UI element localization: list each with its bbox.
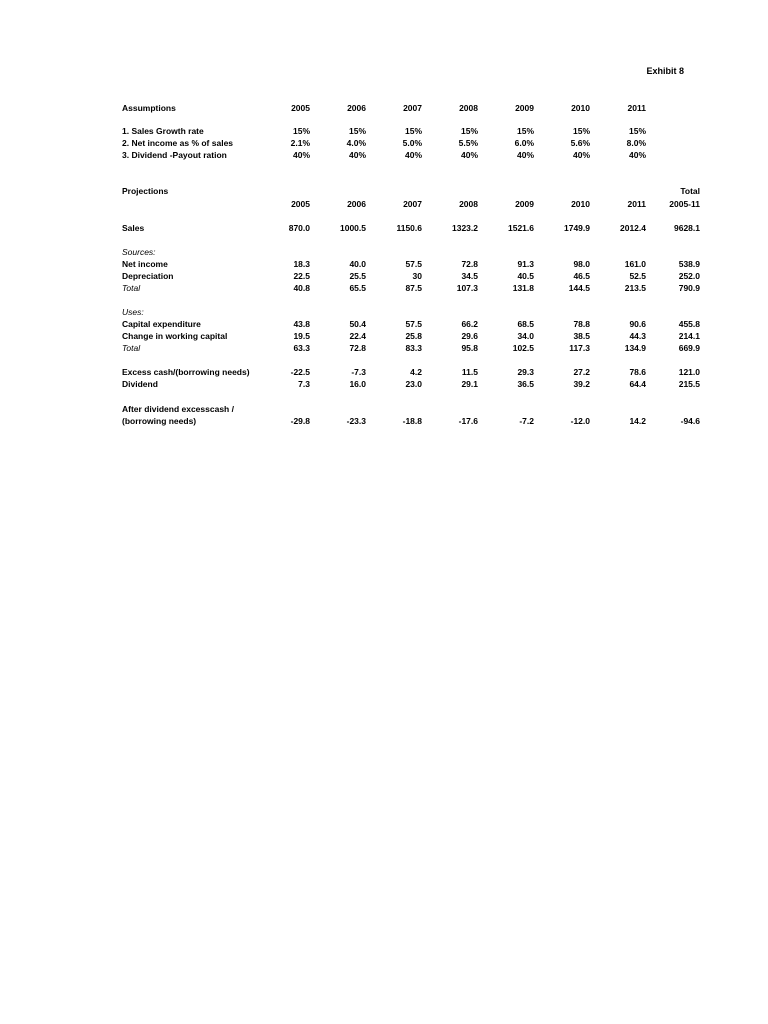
table-cell: 2011: [627, 103, 646, 113]
table-cell: 1323.2: [452, 223, 478, 233]
row-label: (borrowing needs): [122, 416, 197, 426]
table-cell: 2011: [627, 199, 646, 209]
table-cell: 1749.9: [564, 223, 590, 233]
table-cell: 15%: [628, 126, 646, 136]
table-cell: 790.9: [678, 283, 700, 293]
table-cell: 669.9: [678, 343, 700, 353]
table-cell: 215.5: [678, 379, 700, 389]
table-cell: 23.0: [405, 379, 422, 389]
table-cell: 1000.5: [340, 223, 366, 233]
table-row: [122, 126, 702, 138]
row-label: Sources:: [122, 247, 156, 257]
total-range-header-row: [122, 199, 702, 211]
row-label: Sales: [122, 223, 145, 233]
row-label: 3. Dividend -Payout ration: [122, 150, 227, 160]
row-label: Total: [122, 283, 141, 293]
table-cell: 455.8: [678, 319, 700, 329]
table-cell: 78.8: [573, 319, 590, 329]
table-cell: 14.2: [629, 416, 646, 426]
table-cell: 2012.4: [620, 223, 646, 233]
table-row: [122, 271, 702, 283]
table-cell: 7.3: [298, 379, 310, 389]
table-cell: -29.8: [290, 416, 310, 426]
table-cell: 30: [412, 271, 422, 281]
table-cell: 25.8: [405, 331, 422, 341]
table-cell: 38.5: [573, 331, 590, 341]
table-cell: 40%: [460, 150, 478, 160]
uses-total-row: [122, 343, 702, 355]
row-label: Depreciation: [122, 271, 174, 281]
table-cell: 2007: [403, 199, 422, 209]
table-cell: 161.0: [624, 259, 646, 269]
table-cell: 2009: [515, 199, 534, 209]
table-cell: 1521.6: [508, 223, 534, 233]
table-cell: 15%: [348, 126, 366, 136]
table-cell: 40%: [292, 150, 310, 160]
table-row: [122, 319, 702, 331]
table-cell: Total: [680, 186, 700, 196]
table-cell: 15%: [404, 126, 422, 136]
table-cell: 36.5: [517, 379, 534, 389]
row-label: 1. Sales Growth rate: [122, 126, 204, 136]
table-cell: 15%: [572, 126, 590, 136]
table-cell: 2005: [291, 199, 310, 209]
table-row: [122, 331, 702, 343]
table-cell: 117.3: [569, 343, 590, 353]
table-cell: 2008: [459, 103, 478, 113]
table-cell: 5.5%: [458, 138, 478, 148]
table-cell: 40%: [628, 150, 646, 160]
assumptions-header-row: [122, 103, 702, 115]
sources-total-row: [122, 283, 702, 295]
row-label: After dividend excesscash /: [122, 404, 234, 414]
table-cell: 1150.6: [396, 223, 422, 233]
table-cell: 213.5: [624, 283, 646, 293]
table-cell: 57.5: [405, 319, 422, 329]
table-cell: 34.0: [517, 331, 534, 341]
table-cell: 98.0: [573, 259, 590, 269]
table-cell: 40.8: [293, 283, 310, 293]
table-cell: 2006: [347, 199, 366, 209]
table-cell: 40%: [572, 150, 590, 160]
table-cell: 40.5: [517, 271, 534, 281]
table-cell: 870.0: [288, 223, 310, 233]
table-cell: 15%: [516, 126, 534, 136]
table-cell: 2006: [347, 103, 366, 113]
table-cell: 57.5: [405, 259, 422, 269]
table-cell: 90.6: [629, 319, 646, 329]
excess-cash-row: [122, 367, 702, 379]
table-cell: 44.3: [629, 331, 646, 341]
table-cell: 4.2: [410, 367, 422, 377]
table-cell: 63.3: [293, 343, 310, 353]
table-cell: 8.0%: [626, 138, 646, 148]
table-cell: 2007: [403, 103, 422, 113]
table-cell: 2010: [571, 199, 590, 209]
table-cell: 102.5: [512, 343, 534, 353]
table-cell: 87.5: [405, 283, 422, 293]
table-cell: 18.3: [293, 259, 310, 269]
row-label: Excess cash/(borrowing needs): [122, 367, 250, 377]
table-cell: 43.8: [293, 319, 310, 329]
table-cell: 15%: [292, 126, 310, 136]
table-cell: 66.2: [461, 319, 478, 329]
dividend-row: [122, 379, 702, 391]
table-cell: 83.3: [405, 343, 422, 353]
table-cell: -23.3: [346, 416, 366, 426]
table-cell: 134.9: [624, 343, 646, 353]
table-cell: 252.0: [678, 271, 700, 281]
table-cell: -94.6: [680, 416, 700, 426]
table-cell: 40.0: [349, 259, 366, 269]
row-label: Capital expenditure: [122, 319, 201, 329]
table-row: [122, 138, 702, 150]
table-cell: 2009: [515, 103, 534, 113]
table-cell: 65.5: [349, 283, 366, 293]
table-row: [122, 150, 702, 162]
table-cell: -22.5: [290, 367, 310, 377]
table-cell: 4.0%: [346, 138, 366, 148]
table-cell: 2005: [291, 103, 310, 113]
table-cell: 29.3: [517, 367, 534, 377]
table-cell: 22.4: [349, 331, 366, 341]
table-cell: 107.3: [456, 283, 478, 293]
table-cell: -7.2: [519, 416, 534, 426]
table-cell: 46.5: [573, 271, 590, 281]
row-label: Projections: [122, 186, 169, 196]
table-cell: 50.4: [349, 319, 366, 329]
table-cell: 25.5: [349, 271, 366, 281]
total-header-row: [122, 186, 702, 198]
table-cell: 19.5: [293, 331, 310, 341]
table-cell: -12.0: [570, 416, 590, 426]
table-cell: 95.8: [461, 343, 478, 353]
row-label: Uses:: [122, 307, 144, 317]
table-cell: 16.0: [349, 379, 366, 389]
table-cell: 52.5: [629, 271, 646, 281]
sales-row: [122, 223, 702, 235]
row-label: 2. Net income as % of sales: [122, 138, 234, 148]
table-cell: 5.6%: [570, 138, 590, 148]
table-cell: 214.1: [678, 331, 700, 341]
table-cell: 72.8: [461, 259, 478, 269]
table-cell: 131.8: [512, 283, 534, 293]
table-cell: 68.5: [517, 319, 534, 329]
table-cell: -17.6: [458, 416, 478, 426]
row-label: Net income: [122, 259, 168, 269]
table-cell: 72.8: [349, 343, 366, 353]
after-dividend-label-row: [122, 404, 702, 416]
table-cell: 40%: [516, 150, 534, 160]
table-cell: 144.5: [568, 283, 590, 293]
table-cell: 40%: [404, 150, 422, 160]
row-label: Assumptions: [122, 103, 176, 113]
exhibit-label: Exhibit 8: [646, 66, 684, 76]
table-row: [122, 259, 702, 271]
after-dividend-row: [122, 416, 702, 428]
table-cell: 40%: [348, 150, 366, 160]
table-cell: 6.0%: [514, 138, 534, 148]
table-cell: -7.3: [351, 367, 366, 377]
table-cell: 5.0%: [402, 138, 422, 148]
table-cell: 91.3: [517, 259, 534, 269]
table-cell: 27.2: [573, 367, 590, 377]
table-cell: 11.5: [461, 367, 478, 377]
table-cell: 29.6: [461, 331, 478, 341]
table-cell: 2010: [571, 103, 590, 113]
table-cell: 29.1: [461, 379, 478, 389]
table-cell: 538.9: [678, 259, 700, 269]
table-cell: 39.2: [573, 379, 590, 389]
table-cell: 64.4: [629, 379, 646, 389]
uses-title-row: [122, 307, 702, 319]
row-label: Total: [122, 343, 141, 353]
table-cell: -18.8: [402, 416, 422, 426]
row-label: Change in working capital: [122, 331, 228, 341]
table-cell: 2005-11: [669, 199, 700, 209]
table-cell: 78.6: [629, 367, 646, 377]
table-cell: 15%: [460, 126, 478, 136]
sources-title-row: [122, 247, 702, 259]
table-cell: 121.0: [678, 367, 700, 377]
table-cell: 2.1%: [290, 138, 310, 148]
table-cell: 34.5: [461, 271, 478, 281]
row-label: Dividend: [122, 379, 158, 389]
table-cell: 2008: [459, 199, 478, 209]
table-cell: 9628.1: [674, 223, 700, 233]
table-cell: 22.5: [293, 271, 310, 281]
